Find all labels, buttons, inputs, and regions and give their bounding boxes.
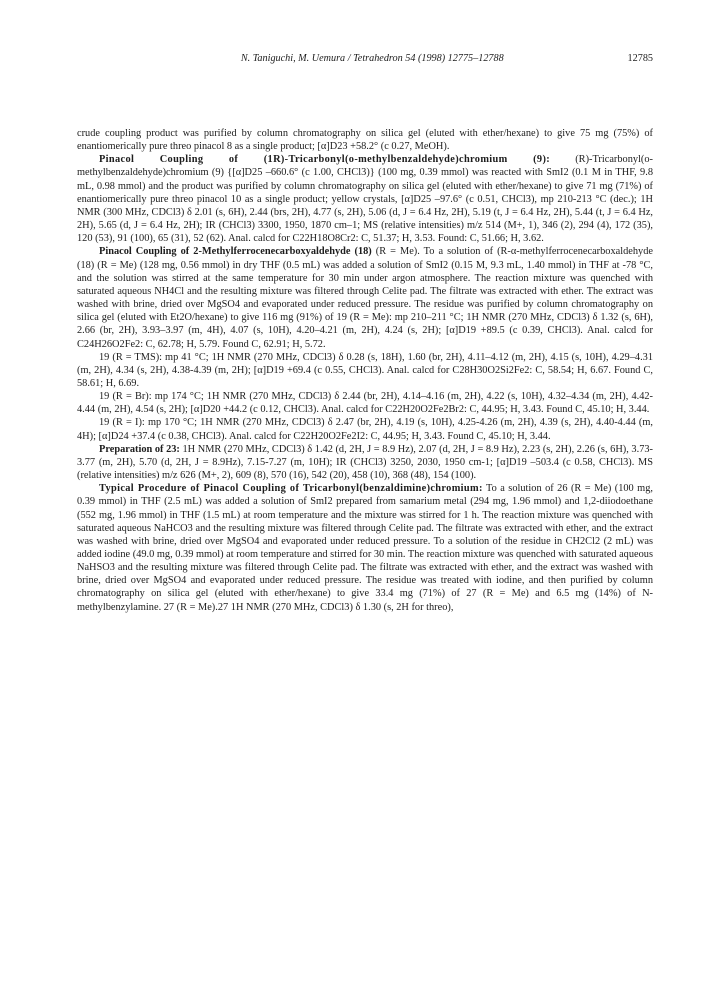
paragraph-text: 1H NMR (270 MHz, CDCl3) δ 1.42 (d, 2H, J = 8.9 Hz), 2.07 (d, 2H, J = 8.9 Hz), 2.23 (s, 2H), 2.26 (s, 6H), 3.73-3.77 (m, 2H), 5.70 (d, 2H, J = 8.9Hz), 7.15-7.27 (m, 10H); IR (CHCl3) 3250, 2030, 1950 cm-1; [α]D19 –503.4 (c 0.58, CHCl3). MS (relative intensities) m/z 626 (M+, 2), 609 (8), 570 (16), 542 (20), 458 (10), 368 (48), 154 (100). <box>77 443 653 482</box>
running-title: N. Taniguchi, M. Uemura / Tetrahedron 54 (1998) 12775–12788 <box>240 53 504 64</box>
section-heading: Typical Procedure of Pinacol Coupling of Tricarbonyl(benzaldimine)chromium: <box>99 483 483 495</box>
paragraph-compound-10 <box>77 153 653 245</box>
paragraph-text: (R)-Tricarbonyl(o-methylbenzaldehyde)chromium (9) {[α]D25 –660.6° (c 1.00, CHCl3)} (100 mg, 0.39 mmol) was reacted with SmI2 (0.1 M in THF, 9.8 mL, 0.98 mmol) and the product was purified by column chromatography on silica gel (eluted with ether/hexane) to give 71 mg (71%) of enantiomerically pure threo pinacol 10 as a single product; yellow crystals, [α]D25 –97.6° (c 0.51, CHCl3), mp 210-213 °C (dec.); 1H NMR (300 MHz, CDCl3) δ 2.01 (s, 6H), 2.44 (brs, 2H), 4.77 (s, 2H), 5.06 (d, J = 6.4 Hz, 2H), 5.19 (t, J = 6.4 Hz, 2H), 5.44 (t, J = 6.4 Hz, 2H), 5.65 (d, J = 6.4 Hz, 2H); IR (CHCl3) 3300, 1950, 1870 cm–1; MS (relative intensities) m/z 514 (M+, 1), 346 (2), 294 (4), 172 (35), 120 (53), 91 (100), 65 (31), 52 (62). Anal. calcd for C22H18O8Cr2: C, 51.37; H, 3.53. Found: C, 51.66; H, 3.62. <box>77 154 653 245</box>
paragraph-text: 19 (R = I): mp 170 °C; 1H NMR (270 MHz, CDCl3) δ 2.47 (br, 2H), 4.19 (s, 10H), 4.25-4.26 (m, 2H), 4.39 (s, 2H), 4.40-4.44 (m, 4H); [α]D24 +37.4 (c 0.38, CHCl3). Anal. calcd for C22H20O2Fe2I2: C, 44.95; H, 3.43. Found C, 45.10; H, 3.44. <box>77 417 653 442</box>
paragraph-text: To a solution of 26 (R = Me) (100 mg, 0.39 mmol) in THF (2.5 mL) was added a solution of SmI2 prepared from samarium metal (294 mg, 1.96 mmol) and 1,2-diiodoethane (552 mg, 1.96 mmol) in THF (1.5 mL) at room temperature and the mixture was stirred for 1 h. The reaction mixture was quenched with saturated aqueous NaHCO3 and the resulting mixture was filtered through Celite pad. The filtrate was extracted with ether, and the extract was washed with brine, dried over MgSO4 and evaporated under reduced pressure. To a solution of the residue in CH2Cl2 (2 mL) was added iodine (49.0 mg, 0.39 mmol) at room temperature and stirred for 30 min. The reaction mixture was quenched with saturated aqueous NaHSO3 and the resulting mixture was filtered through Celite pad. The filtrate was extracted with ether, and the extract was washed with brine, dried over MgSO4 and evaporated under reduced pressure. The residue was treated with iodine, and then purified by column chromatography on silica gel (eluted with ether/hexane) to give 33.4 mg (71%) of 27 (R = Me) and 6.5 mg (14%) of N-methylbenzylamine. 27 (R = Me).27 1H NMR (270 MHz, CDCl3) δ 1.30 (s, 2H for threo), <box>77 483 653 613</box>
paragraph-compound-19-tms <box>77 351 653 390</box>
paragraph-text: (R = Me). To a solution of (R-α-methylferrocenecarboxaldehyde (18) (R = Me) (128 mg, 0.56 mmol) in dry THF (0.5 mL) was added a solution of SmI2 (0.15 M, 9.3 mL, 1.40 mmol) in THF at -78 °C, and the solution was stirred at the same temperature for 30 min under argon atmosphere. The reaction mixture was quenched with saturated aqueous NH4Cl and the resulting mixture was filtered through Celite pad. The filtrate was extracted with ether. The extract was washed with brine, dried over MgSO4 and evaporated under reduced pressure. The residue was purified by column chromatography on silica gel (eluted with Et2O/hexane) to give 116 mg (91%) of 19 (R = Me): mp 210–211 °C; 1H NMR (270 MHz, CDCl3) δ 1.32 (s, 6H), 2.66 (br, 2H), 3.93–3.97 (m, 4H), 4.07 (s, 10H), 4.20–4.21 (m, 2H), 4.24 (s, 2H); [α]D19 +89.5 (c 0.39, CHCl3). Anal. calcd for C24H26O2Fe2: C, 62.78; H, 5.79. Found C, 62.91; H, 5.72. <box>77 246 653 350</box>
paragraph-compound-19-me <box>77 245 653 350</box>
paragraph-compound-23 <box>77 443 653 482</box>
paragraph-compound-19-i <box>77 416 653 442</box>
section-heading: Pinacol Coupling of (1R)-Tricarbonyl(o-methylbenzaldehyde)chromium (9): <box>99 154 551 166</box>
paragraph-text: 19 (R = Br): mp 174 °C; 1H NMR (270 MHz, CDCl3) δ 2.44 (br, 2H), 4.14–4.16 (m, 2H), 4.22 (s, 10H), 4.32–4.34 (m, 2H), 4.42-4.44 (m, 2H), 4.54 (s, 2H); [α]D20 +44.2 (c 0.12, CHCl3). Anal. calcd for C22H20O2Fe2Br2: C, 44.95; H, 3.43. Found C, 45.10; H, 3.44. <box>77 391 653 416</box>
running-head <box>77 52 653 66</box>
section-heading: Pinacol Coupling of 2-Methylferrocenecarboxyaldehyde (18) <box>99 246 372 258</box>
paragraph-typical-procedure <box>77 482 653 614</box>
paragraph-text: 19 (R = TMS): mp 41 °C; 1H NMR (270 MHz, CDCl3) δ 0.28 (s, 18H), 1.60 (br, 2H), 4.11–4.12 (m, 2H), 4.15 (s, 10H), 4.29–4.31 (m, 2H), 4.34 (s, 2H), 4.38-4.39 (m, 2H); [α]D19 +69.4 (c 0.55, CHCl3). Anal. calcd for C28H30O2Si2Fe2: C, 58.54; H, 6.67. Found C, 58.61; H, 6.69. <box>77 351 653 389</box>
paragraph-text: crude coupling product was purified by column chromatography on silica gel (eluted with ether/hexane) to give 75 mg (75%) of enantiomerically pure threo pinacol 8 as a single product; [α]D23 +58.2° (c 0.27, MeOH). <box>77 128 653 153</box>
page-number: 12785 <box>627 53 653 64</box>
article-body <box>77 127 653 614</box>
section-heading: Preparation of 23: <box>99 443 180 455</box>
paragraph-compound-19-br <box>77 390 653 416</box>
paragraph-continuation <box>77 127 653 153</box>
